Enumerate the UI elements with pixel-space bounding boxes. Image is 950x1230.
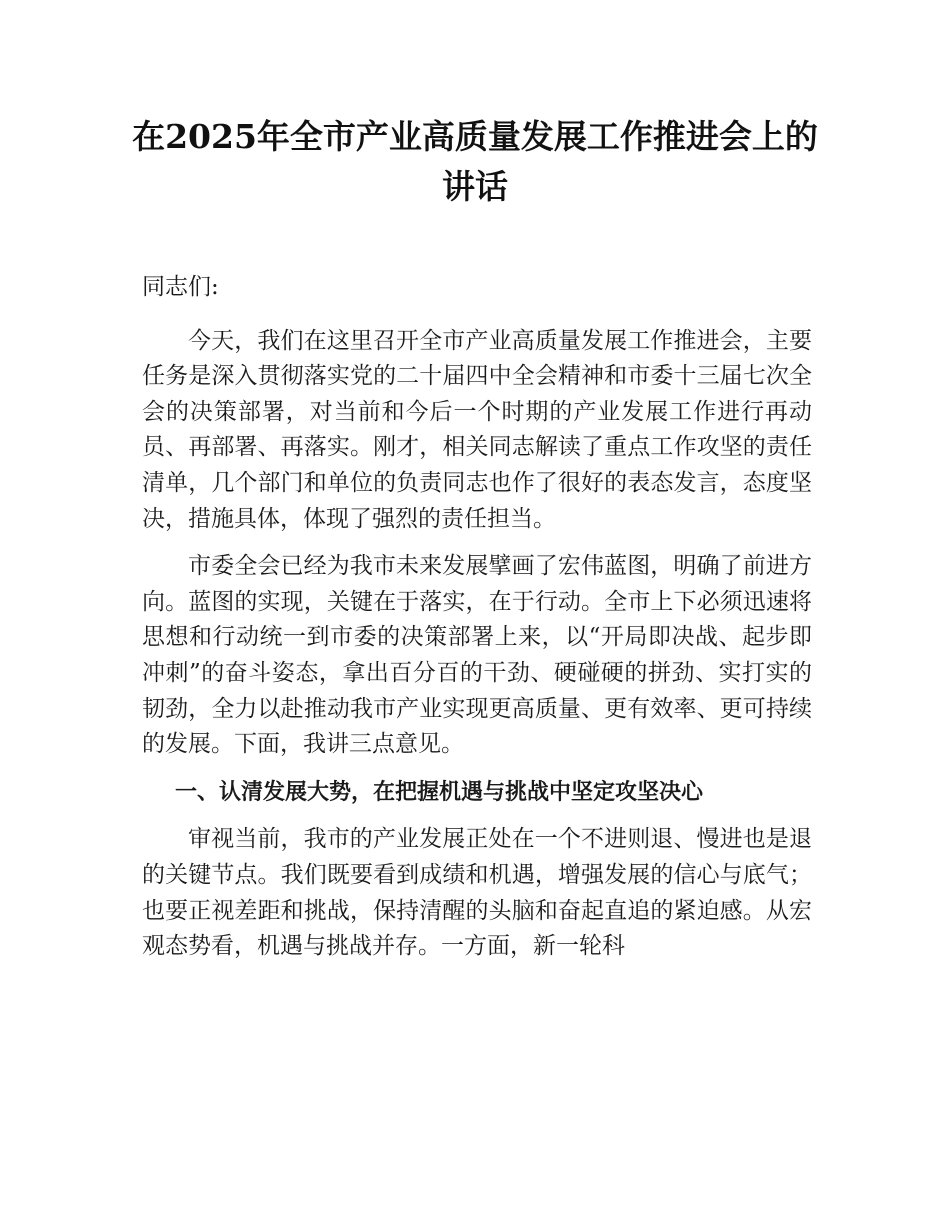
section-heading: 一、认清发展大势，在把握机遇与挑战中坚定攻坚决心 (175, 779, 704, 805)
paragraph-section-one: 审视当前，我市的产业发展正处在一个不进则退、慢进也是退的关键节点。我们既要看到成绩和机遇，增强发展的信心与底气；也要正视差距和挑战，保持清醒的头脑和奋起直追的紧迫感。从宏观态势看，机遇与挑战并存。一方面，新一轮科 (142, 826, 812, 960)
paragraph-opening: 今天，我们在这里召开全市产业高质量发展工作推进会，主要任务是深入贯彻落实党的二十届四中全会精神和市委十三届七次全会的决策部署，对当前和今后一个时期的产业发展工作进行再动员、再部署、再落实。刚才，相关同志解读了重点工作攻坚的责任清单，几个部门和单位的负责同志也作了很好的表态发言，态度坚决，措施具体，体现了强烈的责任担当。 (142, 327, 812, 532)
document-title: 在2025年全市产业高质量发展工作推进会上的讲话 (132, 117, 818, 206)
document-body (142, 270, 812, 977)
paragraph-blueprint: 市委全会已经为我市未来发展擘画了宏伟蓝图，明确了前进方向。蓝图的实现，关键在于落实，在于行动。全市上下必须迅速将思想和行动统一到市委的决策部署上来，以“开局即决战、起步即冲刺”的奋斗姿态，拿出百分百的干劲、硬碰硬的拼劲、实打实的韧劲，全力以赴推动我市产业实现更高质量、更有效率、更可持续的发展。下面，我讲三点意见。 (142, 553, 812, 758)
salutation: 同志们: (142, 274, 219, 300)
